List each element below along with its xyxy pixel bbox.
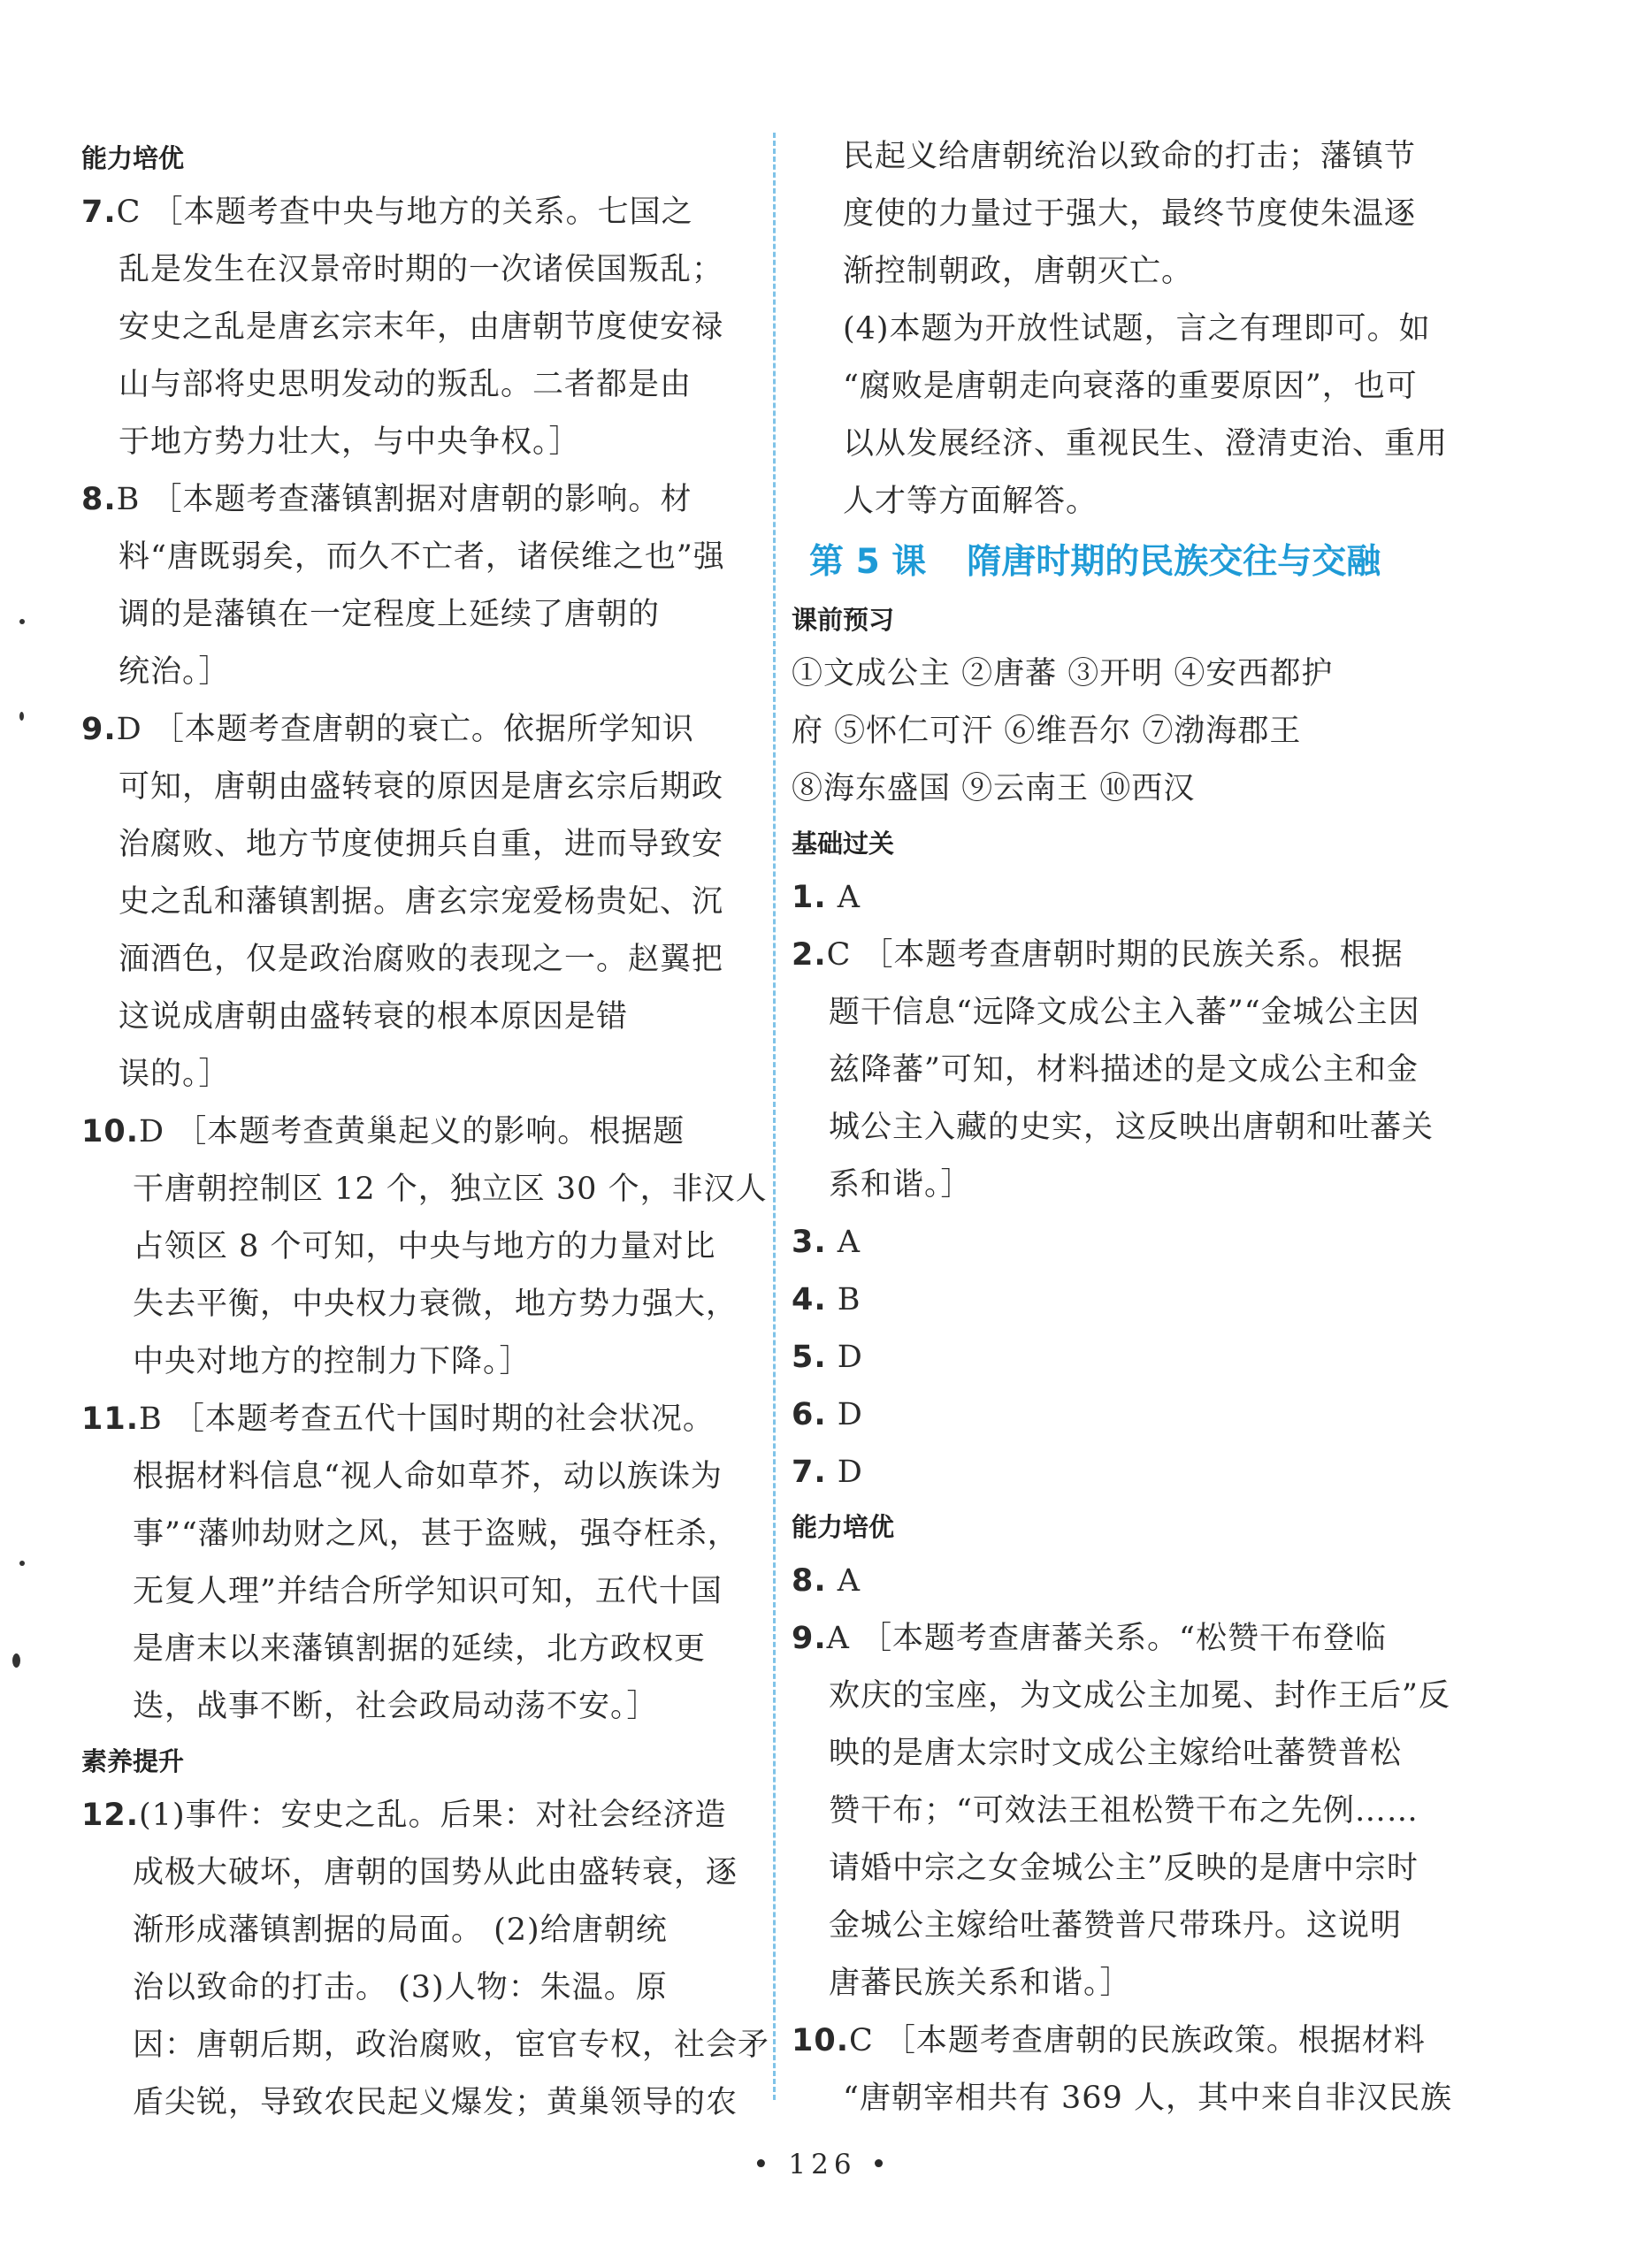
answer-b4 bbox=[792, 1271, 1464, 1329]
answer-line: 统治。］ bbox=[119, 654, 231, 690]
answer-line: C ［本题考查唐朝的民族政策。根据材料 bbox=[849, 2023, 1426, 2058]
answer-line: 安史之乱是唐玄宗末年，由唐朝节度使安禄 bbox=[119, 309, 724, 345]
question-number: 12. bbox=[81, 1798, 140, 1833]
answer-line: 因：唐朝后期，政治腐败，宦官专权，社会矛 bbox=[133, 2027, 770, 2063]
answer-line: 渐控制朝政，唐朝灭亡。 bbox=[843, 254, 1194, 289]
answer-line: “唐朝宰相共有 369 人，其中来自非汉民族 bbox=[843, 2081, 1452, 2116]
answer-line: 治以致命的打击。 (3)人物：朱温。原 bbox=[133, 1970, 668, 2005]
answer-line: 系和谐。］ bbox=[829, 1167, 973, 1203]
question-number: 8. bbox=[81, 482, 117, 517]
answer-line: 赞干布；“可效法王祖松赞干布之先例…… bbox=[829, 1793, 1419, 1829]
scan-dot bbox=[19, 1561, 25, 1566]
answer-line: 人才等方面解答。 bbox=[843, 484, 1098, 519]
answer-line: 这说成唐朝由盛转衰的根本原因是错 bbox=[119, 999, 629, 1035]
column-divider bbox=[773, 133, 776, 2100]
question-number: 11. bbox=[81, 1401, 140, 1437]
answer-12-continued bbox=[792, 128, 1464, 531]
question-number: 9. bbox=[792, 1621, 827, 1656]
answer-line: 湎酒色，仅是政治腐败的表现之一。赵翼把 bbox=[119, 942, 724, 977]
question-number: 7. bbox=[792, 1455, 827, 1490]
section-heading-basic: 基础过关 bbox=[792, 829, 895, 859]
question-number: 9. bbox=[81, 712, 117, 747]
answer-value: D bbox=[837, 1340, 863, 1375]
answer-value: D bbox=[837, 1397, 863, 1432]
answer-value: A bbox=[837, 1225, 861, 1260]
answer-line: 民起义给唐朝统治以致命的打击；藩镇节 bbox=[843, 139, 1417, 174]
question-number: 2. bbox=[792, 937, 827, 973]
answer-a9 bbox=[792, 1610, 1464, 2012]
question-number: 6. bbox=[792, 1397, 827, 1432]
answer-line: ⑧海东盛国 ⑨云南王 ⑩西汉 bbox=[792, 771, 1196, 806]
scan-dot bbox=[19, 619, 25, 624]
answer-line: 请婚中宗之女金城公主”反映的是唐中宗时 bbox=[829, 1851, 1419, 1886]
answer-line: 无复人理”并结合所学知识可知，五代十国 bbox=[133, 1574, 723, 1609]
answer-line: B ［本题考查五代十国时期的社会状况。 bbox=[139, 1401, 715, 1437]
answer-line: (4)本题为开放性试题，言之有理即可。如 bbox=[843, 311, 1431, 347]
answer-b1 bbox=[792, 869, 1464, 927]
answer-b7 bbox=[792, 1444, 1464, 1501]
answer-10 bbox=[81, 1103, 768, 1391]
answer-line: 欢庆的宝座，为文成公主加冕、封作王后”反 bbox=[829, 1678, 1450, 1714]
answer-line: A ［本题考查唐蕃关系。“松赞干布登临 bbox=[826, 1621, 1387, 1656]
answer-line: 度使的力量过于强大，最终节度使朱温逐 bbox=[843, 196, 1417, 232]
question-number: 10. bbox=[81, 1114, 140, 1149]
scan-dot bbox=[19, 712, 24, 721]
left-column bbox=[81, 133, 770, 2132]
answer-line: 盾尖锐，导致农民起义爆发；黄巢领导的农 bbox=[133, 2085, 738, 2120]
answer-line: 渐形成藩镇割据的局面。 (2)给唐朝统 bbox=[133, 1913, 668, 1948]
answer-a10 bbox=[792, 2012, 1464, 2127]
section-heading-literacy: 素养提升 bbox=[81, 1746, 185, 1776]
answer-value: D bbox=[837, 1455, 863, 1490]
answer-8 bbox=[81, 471, 754, 701]
section-heading-ability: 能力培优 bbox=[81, 143, 185, 173]
answer-line: D ［本题考查黄巢起义的影响。根据题 bbox=[139, 1114, 685, 1149]
answer-b6 bbox=[792, 1386, 1464, 1444]
answer-line: 治腐败、地方节度使拥兵自重，进而导致安 bbox=[119, 827, 724, 862]
answer-line: 是唐末以来藩镇割据的延续，北方政权更 bbox=[133, 1631, 707, 1667]
right-column bbox=[792, 128, 1464, 2127]
answer-9 bbox=[81, 701, 754, 1103]
answer-line: 料“唐既弱矣，而久不亡者，诸侯维之也”强 bbox=[119, 539, 725, 575]
section-heading-ability-2: 能力培优 bbox=[792, 1512, 895, 1542]
question-number: 8. bbox=[792, 1563, 827, 1599]
answer-line: 可知，唐朝由盛转衰的原因是唐玄宗后期政 bbox=[119, 769, 724, 805]
question-number: 5. bbox=[792, 1340, 827, 1375]
answer-value: A bbox=[837, 880, 861, 915]
answer-a8 bbox=[792, 1553, 1464, 1610]
answer-b5 bbox=[792, 1329, 1464, 1386]
answer-b2 bbox=[792, 927, 1464, 1214]
answer-11 bbox=[81, 1391, 754, 1736]
answer-line: 中央对地方的控制力下降。］ bbox=[133, 1344, 532, 1379]
answer-line: 调的是藩镇在一定程度上延续了唐朝的 bbox=[119, 597, 661, 632]
question-number: 1. bbox=[792, 880, 827, 915]
answer-line: 于地方势力壮大，与中央争权。］ bbox=[119, 424, 581, 460]
answer-line: B ［本题考查藩镇割据对唐朝的影响。材 bbox=[116, 482, 692, 517]
answer-line: 府 ⑤怀仁可汗 ⑥维吾尔 ⑦渤海郡王 bbox=[792, 714, 1302, 749]
scan-dot bbox=[12, 1653, 20, 1668]
answer-line: C ［本题考查中央与地方的关系。七国之 bbox=[116, 195, 693, 230]
answer-line: 迭，战事不断，社会政局动荡不安。］ bbox=[133, 1689, 659, 1724]
lesson-number: 第 5 课 bbox=[809, 542, 927, 582]
answer-line: 题干信息“远降文成公主入蕃”“金城公主因 bbox=[829, 995, 1420, 1030]
answer-line: 误的。］ bbox=[119, 1057, 231, 1092]
question-number: 10. bbox=[792, 2023, 850, 2058]
answer-12 bbox=[81, 1787, 770, 2132]
answer-line: 干唐朝控制区 12 个，独立区 30 个，非汉人 bbox=[133, 1172, 768, 1207]
answer-b3 bbox=[792, 1214, 1464, 1271]
answer-line: 成极大破坏，唐朝的国势从此由盛转衰，逐 bbox=[133, 1855, 738, 1890]
page-number: • 126 • bbox=[753, 2149, 892, 2180]
answer-line: 映的是唐太宗时文成公主嫁给吐蕃赞普松 bbox=[829, 1736, 1403, 1771]
question-number: 3. bbox=[792, 1225, 827, 1260]
answer-line: 城公主入藏的史实，这反映出唐朝和吐蕃关 bbox=[829, 1110, 1435, 1145]
answer-line: 兹降蕃”可知，材料描述的是文成公主和金 bbox=[829, 1052, 1419, 1088]
answer-line: 失去平衡，中央权力衰微，地方势力强大， bbox=[133, 1287, 738, 1322]
answer-line: 事”“藩帅劫财之风，甚于盗贼，强夺枉杀， bbox=[133, 1516, 739, 1552]
answer-value: B bbox=[837, 1282, 861, 1317]
question-number: 7. bbox=[81, 195, 117, 230]
answer-value: A bbox=[837, 1563, 861, 1599]
answer-line: D ［本题考查唐朝的衰亡。依据所学知识 bbox=[116, 712, 694, 747]
answer-line: 山与部将史思明发动的叛乱。二者都是由 bbox=[119, 367, 692, 402]
answer-line: “腐败是唐朝走向衰落的重要原因”，也可 bbox=[843, 369, 1418, 404]
answer-line: 金城公主嫁给吐蕃赞普尺带珠丹。这说明 bbox=[829, 1908, 1403, 1943]
preview-answers bbox=[792, 645, 1464, 818]
answer-line: 以从发展经济、重视民生、澄清吏治、重用 bbox=[843, 426, 1449, 462]
question-number: 4. bbox=[792, 1282, 827, 1317]
answer-7 bbox=[81, 184, 754, 471]
answer-line: 根据材料信息“视人命如草芥，动以族诛为 bbox=[133, 1459, 723, 1494]
answer-line: ①文成公主 ②唐蕃 ③开明 ④安西都护 bbox=[792, 656, 1334, 691]
answer-line: C ［本题考查唐朝时期的民族关系。根据 bbox=[826, 937, 1404, 973]
section-heading-preview: 课前预习 bbox=[792, 605, 895, 635]
lesson-title bbox=[792, 531, 1464, 594]
answer-line: 占领区 8 个可知，中央与地方的力量对比 bbox=[133, 1229, 716, 1264]
lesson-name: 隋唐时期的民族交往与交融 bbox=[967, 542, 1381, 582]
answer-line: 唐蕃民族关系和谐。］ bbox=[829, 1966, 1132, 2001]
answer-line: 乱是发生在汉景帝时期的一次诸侯国叛乱； bbox=[119, 252, 724, 287]
answer-line: 史之乱和藩镇割据。唐玄宗宠爱杨贵妃、沉 bbox=[119, 884, 724, 920]
answer-line: (1)事件：安史之乱。后果：对社会经济造 bbox=[139, 1798, 727, 1833]
